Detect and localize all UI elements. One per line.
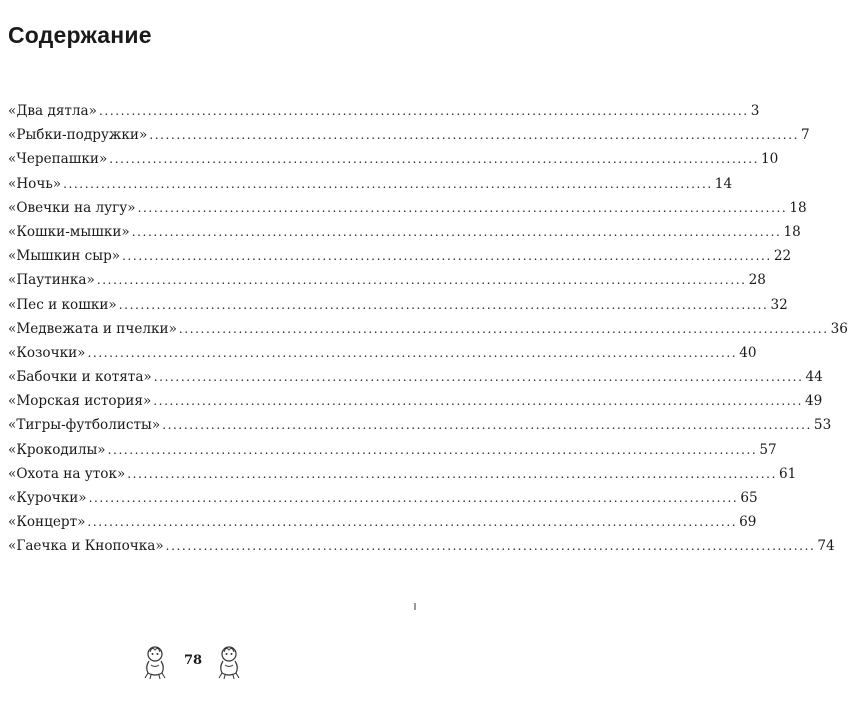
toc-leader-dots: ........................................................................................................................ bbox=[162, 418, 812, 433]
toc-entry-page: 74 bbox=[817, 538, 835, 555]
toc-entry-page: 14 bbox=[714, 175, 733, 192]
toc-entry-title: «Черепашки» bbox=[8, 151, 108, 168]
toc-entry bbox=[8, 293, 788, 317]
toc-entry-title: «Курочки» bbox=[8, 490, 87, 506]
print-speck bbox=[414, 603, 416, 610]
toc-entry bbox=[8, 172, 733, 196]
toc-leader-dots: ........................................................................................................................ bbox=[153, 394, 803, 409]
toc-entry-title: «Два дятла» bbox=[8, 103, 97, 119]
toc-entry-title: «Бабочки и котята» bbox=[8, 369, 152, 386]
toc-entry-page: 49 bbox=[805, 393, 823, 410]
toc-entry-title: «Концерт» bbox=[8, 514, 86, 531]
toc-entry-page: 40 bbox=[739, 344, 757, 361]
page-title: Содержание bbox=[8, 22, 152, 48]
toc-leader-dots: ........................................................................................................................ bbox=[96, 273, 747, 288]
toc-entry-title: «Крокодилы» bbox=[8, 441, 106, 458]
toc-entry-page: 44 bbox=[805, 369, 823, 386]
toc-entry-title: «Ночь» bbox=[8, 175, 62, 192]
toc-entry-page: 28 bbox=[748, 272, 766, 289]
decorative-figure-icon bbox=[214, 643, 244, 681]
toc-entry bbox=[8, 220, 801, 244]
toc-leader-dots: ........................................................................................................................ bbox=[87, 515, 738, 530]
toc-entry-page: 61 bbox=[779, 465, 797, 482]
toc-entry bbox=[8, 534, 835, 558]
toc-entry-page: 65 bbox=[740, 490, 758, 506]
page-footer bbox=[0, 643, 426, 683]
toc-entry bbox=[8, 365, 823, 389]
toc-entry-page: 22 bbox=[773, 248, 792, 265]
toc-entry-page: 57 bbox=[759, 441, 777, 458]
toc-entry-page: 3 bbox=[750, 103, 760, 119]
toc-entry-page: 10 bbox=[761, 151, 779, 168]
toc-entry-page: 18 bbox=[789, 199, 807, 216]
toc-entry-page: 32 bbox=[770, 296, 788, 313]
toc-entry-page: 7 bbox=[801, 127, 810, 144]
decorative-figure-icon bbox=[140, 643, 170, 681]
toc-entry-title: «Мышкин сыр» bbox=[8, 248, 121, 265]
toc-leader-dots: ........................................................................................................................ bbox=[87, 345, 738, 360]
toc-entry-title: «Гаечка и Кнопочка» bbox=[8, 538, 164, 555]
toc-leader-dots: ........................................................................................................................ bbox=[178, 321, 829, 336]
toc-entry bbox=[8, 341, 757, 365]
toc-entry bbox=[8, 268, 766, 292]
toc-entry-page: 69 bbox=[739, 514, 757, 531]
toc-leader-dots: ........................................................................................................................ bbox=[153, 370, 804, 385]
page-number: 78 bbox=[184, 653, 203, 668]
toc-entry bbox=[8, 123, 810, 147]
toc-entry bbox=[8, 244, 792, 268]
toc-entry-title: «Рыбки-подружки» bbox=[8, 127, 148, 144]
toc-leader-dots: ........................................................................................................................ bbox=[98, 104, 749, 118]
toc-entry bbox=[8, 317, 848, 341]
toc-leader-dots: ........................................................................................................................ bbox=[122, 249, 772, 264]
toc-entry bbox=[8, 510, 757, 534]
toc-leader-dots: ........................................................................................................................ bbox=[131, 224, 782, 239]
toc-entry bbox=[8, 196, 807, 220]
toc-leader-dots: ........................................................................................................................ bbox=[165, 539, 816, 554]
toc-entry-title: «Козочки» bbox=[8, 344, 86, 361]
toc-entry bbox=[8, 486, 758, 510]
toc-entry-title: «Овечки на лугу» bbox=[8, 199, 136, 216]
toc-entry-title: «Медвежата и пчелки» bbox=[8, 320, 177, 337]
toc-leader-dots: ........................................................................................................................ bbox=[127, 466, 777, 481]
toc-entry bbox=[8, 438, 777, 462]
toc-entry bbox=[8, 389, 823, 413]
toc-leader-dots: ........................................................................................................................ bbox=[63, 176, 713, 191]
toc-leader-dots: ........................................................................................................................ bbox=[149, 128, 800, 143]
toc-entry-title: «Паутинка» bbox=[8, 272, 95, 289]
toc-entry-title: «Морская история» bbox=[8, 393, 152, 410]
toc-entry bbox=[8, 99, 760, 123]
toc-leader-dots: ........................................................................................................................ bbox=[118, 297, 769, 312]
toc-entry-title: «Пес и кошки» bbox=[8, 296, 117, 313]
toc-leader-dots: ........................................................................................................................ bbox=[107, 442, 758, 457]
toc-entry-title: «Кошки-мышки» bbox=[8, 223, 130, 240]
toc-leader-dots: ........................................................................................................................ bbox=[88, 491, 739, 505]
toc-entry-title: «Тигры-футболисты» bbox=[8, 417, 161, 434]
toc-entry-page: 53 bbox=[813, 417, 832, 434]
toc-leader-dots: ........................................................................................................................ bbox=[109, 152, 760, 167]
toc-entry-page: 18 bbox=[783, 223, 801, 240]
toc-entry bbox=[8, 413, 832, 437]
toc-entry-title: «Охота на уток» bbox=[8, 465, 126, 482]
toc-entry bbox=[8, 147, 779, 171]
toc-entry-page: 36 bbox=[830, 320, 848, 337]
toc-entry bbox=[8, 462, 797, 486]
toc-leader-dots: ........................................................................................................................ bbox=[137, 200, 788, 215]
table-of-contents bbox=[8, 99, 848, 559]
